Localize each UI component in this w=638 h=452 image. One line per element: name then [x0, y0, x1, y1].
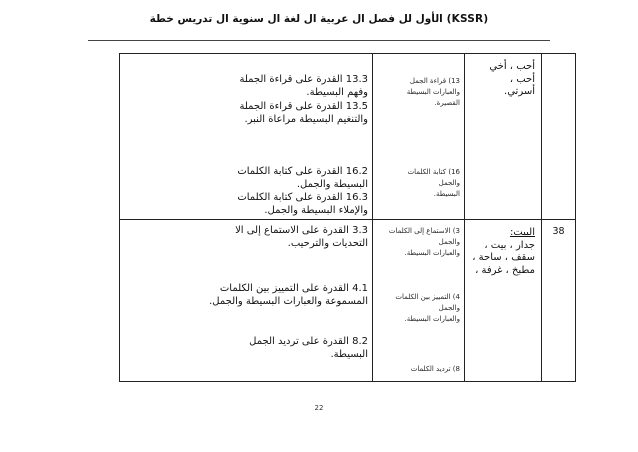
table-row [120, 54, 576, 220]
topic-line: سقف ، ساحة ، [472, 252, 535, 263]
title-divider [88, 40, 550, 41]
objective-line: 4.1 القدرة على التمييز بين الكلمات [219, 283, 368, 294]
standard-line: 13) قراءة الجمل [409, 77, 460, 85]
objective-line: 13.5 القدرة على قراءة الجملة [239, 101, 368, 112]
content-standard [375, 292, 460, 325]
objective-line: 16.3 القدرة على كتابة الكلمات [237, 192, 368, 203]
standard-line: 3) الاستماع إلى الكلمات [388, 227, 460, 235]
objective-line: والتنغيم البسيطة مراعاة النبر. [244, 113, 368, 125]
objective-line: وفهم البسيطة. [306, 86, 368, 98]
week-number: 38 [552, 226, 565, 237]
content-standard [375, 167, 460, 200]
lesson-plan-table [119, 53, 576, 382]
objective-cell [120, 54, 373, 220]
objective-line: المسموعة والعبارات البسيطة والجمل. [209, 295, 368, 307]
topic-line: أسرتي. [504, 86, 535, 97]
objective-line: 13.3 القدرة على قراءة الجملة [239, 74, 368, 85]
standard-line: والعبارات البسيطة. [404, 315, 460, 323]
week-cell [542, 54, 576, 220]
learning-objective [126, 283, 368, 308]
content-standard [375, 364, 460, 375]
objective-line: البسيطة. [330, 348, 368, 360]
standard-line: والعبارات البسيطة. [404, 249, 460, 257]
learning-objective [126, 225, 368, 250]
standard-line: 16) كتابة الكلمات [407, 168, 460, 176]
standard-line: القصيرة. [434, 99, 460, 107]
topic-line: أحب ، أخي أحب ، [489, 61, 535, 85]
topic-line: جدار ، بيت ، [484, 239, 535, 251]
standard-line: البسيطة. [433, 190, 460, 198]
learning-objective [126, 336, 368, 361]
objective-line: 3.3 القدرة على الاستماع إلى الا [235, 225, 368, 236]
learning-objective [126, 166, 368, 191]
standard-line: والجمل [438, 304, 460, 312]
page-number: 22 [314, 404, 324, 412]
page-title: (KSSR) الأول لل فصل ال عربية ال لغة ال سنوية ال تدريس خطة [149, 13, 489, 25]
table-row [120, 220, 576, 382]
topic-title: البيت: [509, 227, 535, 238]
objective-line: التحديات والترحيب. [287, 237, 368, 249]
standard-line: والعبارات البسيطة [406, 88, 460, 96]
learning-objective [126, 74, 368, 99]
learning-objective [126, 101, 368, 126]
learning-objective [126, 192, 368, 217]
content-standard [375, 226, 460, 259]
objective-line: 8.2 القدرة على ترديد الجمل [249, 336, 368, 347]
standard-cell [373, 54, 465, 220]
objective-line: 16.2 القدرة على كتابة الكلمات [237, 166, 368, 177]
week-number [542, 54, 575, 60]
topic-cell [465, 220, 542, 382]
topic-line: مطبخ ، غرفة ، [475, 264, 535, 276]
standard-line: والجمل [438, 179, 460, 187]
standard-line: 8) ترديد الكلمات [410, 365, 460, 373]
objective-line: البسيطة والجمل. [296, 178, 368, 190]
standard-cell [373, 220, 465, 382]
content-standard [375, 76, 460, 109]
objective-cell [120, 220, 373, 382]
standard-line: 4) التمييز بين الكلمات [395, 293, 460, 301]
standard-line: والجمل [438, 238, 460, 246]
topic-cell [465, 54, 542, 220]
week-cell [542, 220, 576, 382]
objective-line: والإملاء البسيطة والجمل. [264, 204, 368, 216]
